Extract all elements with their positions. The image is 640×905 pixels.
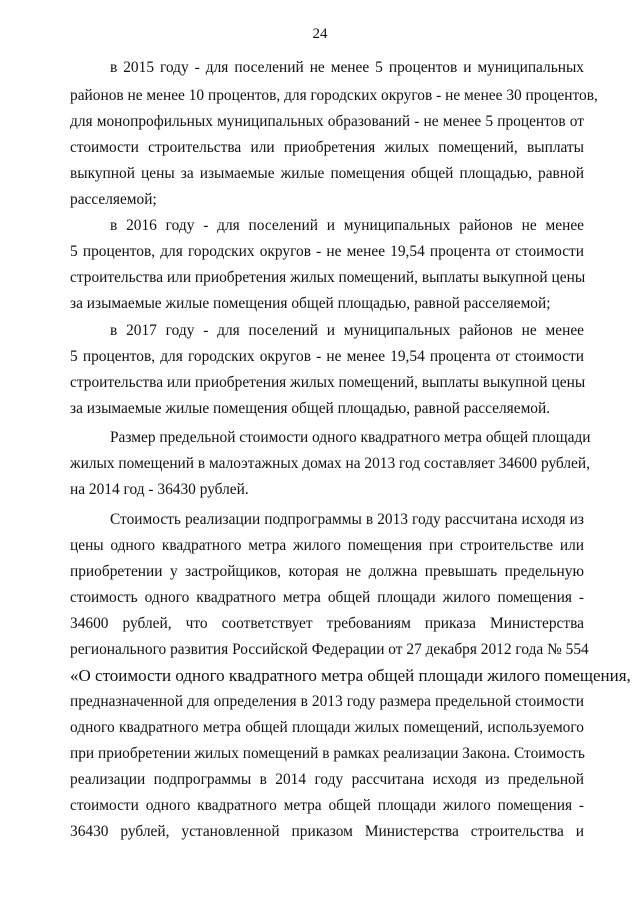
text-line: приобретении у застройщиков, которая не должна превышать предельную (70, 563, 584, 580)
text-line: районов не менее 10 процентов, для городских округов - не менее 30 процентов, (70, 87, 598, 104)
text-line: 5 процентов, для городских округов - не менее 19,54 процента от стоимости (70, 243, 584, 260)
text-line: в 2017 году - для поселений и муниципальных районов не менее (110, 322, 584, 339)
text-line: стоимости строительства или приобретения жилых помещений, выплаты (70, 139, 584, 156)
page-number: 24 (312, 26, 328, 42)
text-line: реализации подпрограммы в 2014 году рассчитана исходя из предельной (70, 771, 584, 788)
text-line: 36430 рублей, установленной приказом Министерства строительства и (70, 823, 584, 840)
text-line: за изымаемые жилые помещения общей площадью, равной расселяемой. (70, 400, 551, 417)
text-line: «О стоимости одного квадратного метра общей площади жилого помещения, (70, 666, 631, 685)
text-line: Стоимость реализации подпрограммы в 2013 году рассчитана исходя из (110, 511, 584, 528)
text-line: регионального развития Российской Федерации от 27 декабря 2012 года № 554 (70, 641, 589, 658)
text-line: в 2016 году - для поселений и муниципальных районов не менее (110, 217, 584, 234)
text-line: строительства или приобретения жилых помещений, выплаты выкупной цены (70, 269, 586, 286)
text-line: выкупной цены за изымаемые жилые помещения общей площадью, равной (70, 165, 584, 182)
text-line: цены одного квадратного метра жилого помещения при строительстве или (70, 537, 584, 554)
text-line: предназначенной для определения в 2013 году размера предельной стоимости (70, 693, 584, 710)
text-line: 5 процентов, для городских округов - не менее 19,54 процента от стоимости (70, 348, 584, 365)
text-line: одного квадратного метра общей площади жилых помещений, используемого (70, 719, 584, 736)
text-line: для монопрофильных муниципальных образований - не менее 5 процентов от (70, 113, 584, 130)
text-line: за изымаемые жилые помещения общей площадью, равной расселяемой; (70, 295, 551, 312)
text-line: стоимость одного квадратного метра общей площади жилого помещения - (70, 589, 584, 606)
text-line: стоимости одного квадратного метра общей площади жилого помещения - (70, 797, 584, 814)
text-line: на 2014 год - 36430 рублей. (70, 481, 249, 498)
text-line: 34600 рублей, что соответствует требованиям приказа Министерства (70, 615, 584, 632)
text-line: Размер предельной стоимости одного квадратного метра общей площади (110, 429, 591, 446)
text-line: строительства или приобретения жилых помещений, выплаты выкупной цены (70, 374, 586, 391)
text-line: жилых помещений в малоэтажных домах на 2013 год составляет 34600 рублей, (70, 455, 590, 472)
text-line: при приобретении жилых помещений в рамках реализации Закона. Стоимость (70, 745, 585, 762)
text-line: в 2015 году - для поселений не менее 5 процентов и муниципальных (110, 59, 584, 76)
text-line: расселяемой; (70, 191, 157, 208)
